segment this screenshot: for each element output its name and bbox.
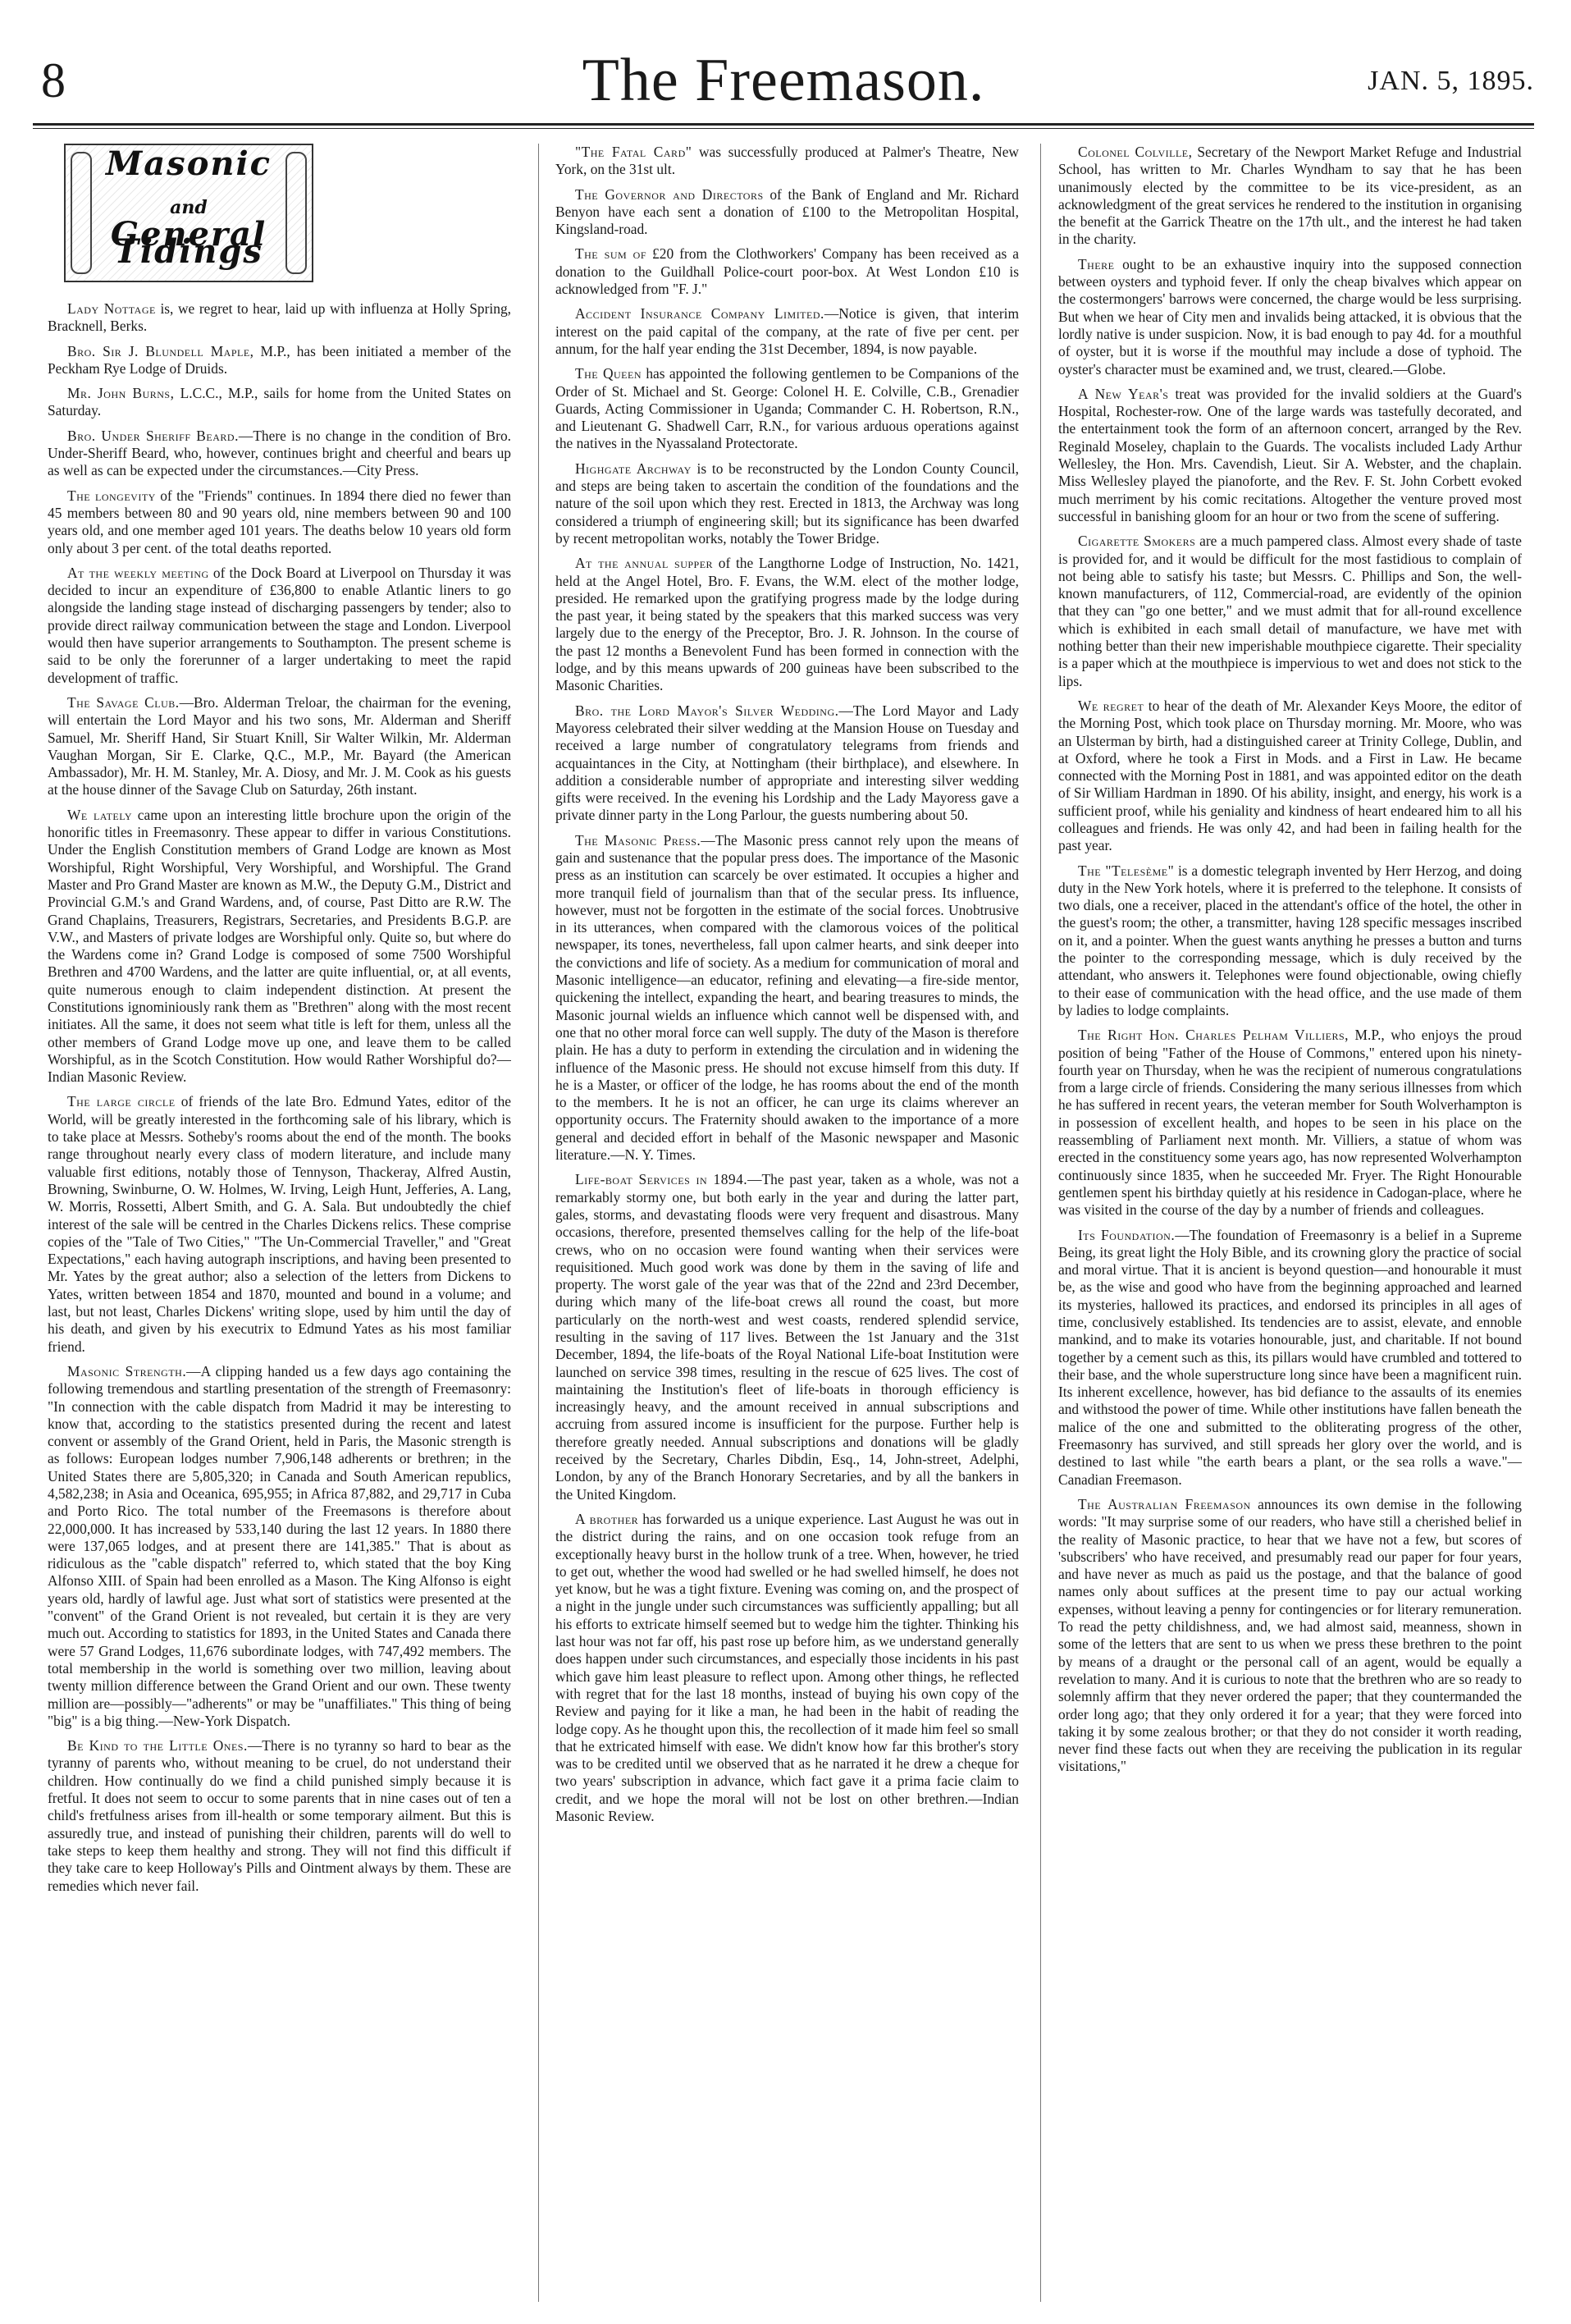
banner-masonic: Masonic	[105, 144, 272, 183]
article-paragraph	[48, 300, 511, 336]
article-lead: Life-boat Services in 1894.	[575, 1171, 748, 1188]
article-body: announces its own demise in the following words: "It may surprise some of our readers, who have still a cherished belief in the reality of Masonic practice, to hear that we have not a few, but scores of 'subscribers' who have received, and presumably read our paper for four years, and have never as much as paid us the postage, and that the balance of good names only about suffices at the present time to pay our actual working expenses, without leaving a penny for contingencies or for literary remuneration. To read the petty childishness, and, we had almost said, meanness, shown in some of the letters that are sent to us when we press these brethren to the point by means of a draught or the personal call of an agent, would be equally a revelation to many. And it is curious to note that the brethren who are so ready to solemnly affirm that they never ordered the paper; that they countermanded the order long ago; that they only ordered it for a year; that they were forced into taking it by some zealous brother; or that they do not consider it worth reading, never find these facts out when they are receiving the publication in its regular visitations,"	[1058, 1495, 1522, 1775]
article-paragraph	[1058, 386, 1522, 525]
newspaper-title: The Freemason.	[582, 47, 985, 114]
article-body: are a much pampered class. Almost every shade of taste is provided for, and it would be difficult for the most fastidious to complain of not being able to satisfy his taste; but Messrs. C. Phillips and Son, the well-known manufacturers, of 112, Commercial-road, are evidently of the opinion that they can "go one better," and we must admit that for all-round excellence which is exhibited in each small detail of manufacture, we have met with nothing better than their new imperishable mouthpiece cigarette. Their speciality is a paper which at the mouthpiece is impervious to wet and does not stick to the lips.	[1058, 533, 1522, 689]
article-lead: The Masonic Press.	[575, 831, 701, 849]
article-body: treat was provided for the invalid soldiers at the Guard's Hospital, Rochester-row. One of the large wards was tastefully decorated, and the entertainment took the form of an afternoon concert, arranged by the Rev. Reginald Moseley, chaplain to the Guards. The vocalists included Lady Arthur Wellesley, the Hon. Mrs. Cavendish, Lieut. Sir A. Webster, and the chaplain. Miss Wellesley played the pianoforte, and the Rev. F. St. John Corbett evoked much merriment by his comic recitations. Altogether the venture proved most successful in banishing gloom for an hour or two from the scene of suffering.	[1058, 385, 1522, 524]
article-paragraph	[48, 343, 511, 378]
article-body: was successfully produced at Palmer's Theatre, New York, on the 31st ult.	[555, 144, 1019, 178]
article-lead: The Governor and Directors	[575, 185, 764, 203]
article-lead: There	[1078, 255, 1115, 272]
article-paragraph	[48, 565, 511, 687]
article-lead: Accident Insurance Company Limited.	[575, 305, 824, 323]
article-lead: We regret	[1078, 697, 1144, 714]
article-paragraph	[555, 305, 1019, 358]
article-body: of friends of the late Bro. Edmund Yates, editor of the World, will be greatly interested in the forthcoming sale of his library, which is to take place at Messrs. Sotheby's rooms about the end of the month. The books range throughout nearly every class of modern literature, and include many valuable first editions, notably those of Tennyson, Thackeray, Alfred Austin, Browning, Swinburne, O. W. Holmes, W. Irving, Leigh Hunt, Jefferies, A. Lang, W. Morris, Rossetti, Albert Smith, and G. A. Sala. But undoubtedly the chief interest of the sale will be centred in the Charles Dickens relics. These comprise copies of the "Tale of Two Cities," "The Un-Commercial Traveller," and "Great Expectations," each having autograph inscriptions, and having been presented to Mr. Yates by the great author; also a selection of the letters from Dickens to Yates, written between 1854 and 1870, mounted and bound in a volume; and last, but not least, Charles Dickens' writing slope, used by him until the day of his death, and given by his executrix to Edmund Yates as his most familiar friend.	[48, 1093, 511, 1355]
article-paragraph	[1058, 533, 1522, 690]
article-lead: Masonic Strength.	[67, 1362, 187, 1379]
article-lead: The longevity	[67, 487, 156, 504]
article-paragraph	[555, 245, 1019, 298]
article-paragraph	[555, 702, 1019, 825]
section-banner	[64, 144, 313, 282]
article-lead: The sum of	[575, 245, 647, 263]
article-paragraph	[48, 487, 511, 557]
article-body: of the Langthorne Lodge of Instruction, No. 1421, held at the Angel Hotel, Bro. F. Evans, the W.M. elect of the mother lodge, presided. He remarked upon the gratifying progress made by the lodge during the past year, it being stated by the speakers that this marked success was very largely due to the energy of the Preceptor, Bro. J. R. Johnson. In the course of the past 12 months a Benevolent Fund has been formed in connection with the lodge, and by this means upwards of 200 guineas have been subscribed to the Masonic Charities.	[555, 555, 1019, 694]
article-body: is to be reconstructed by the London County Council, and steps are being taken to ascertain the condition of the foundations and the nature of the soil upon which they rest. Erected in 1813, the Archway was long considered a triumph of engineering skill; but its significance has been dwarfed by recent metropolitan works, notably the Tower Bridge.	[555, 460, 1019, 547]
article-body: £20 from the Clothworkers' Company has been received as a donation to the Guildhall Police-court poor-box. At West London £10 is acknowledged from "F. J."	[555, 245, 1019, 298]
article-body: —The foundation of Freemasonry is a belief in a Supreme Being, its great light the Holy Bible, and its crowning glory the practice of social and moral virtue. That it is ancient is beyond question—and honourable it must be, as the wise and good who have from the beginning approached and learned its mysteries, hallowed its practices, and endorsed its principles in all ages of time, conclusively established. Its tendencies are to assist, elevate, and ennoble mankind, and to make its votaries honourable, just, and charitable. If not bound together by a cement such as this, its pillars would have crumbled and tottered to their base, and the whole superstructure long since have been a magnificent ruin. Its inherent excellence, however, has bid defiance to the assaults of its enemies and withstood the power of time. While other institutions have fallen beneath the malice of the one and submitted to the obliterating progress of the other, Freemasonry has survived, and still spreads her glory over the world, and is destined to last while "the earth bears a plant, or the sea rolls a wave."—Canadian Freemason.	[1058, 1226, 1522, 1488]
article-lead: Lady Nottage	[67, 300, 156, 317]
article-lead: Mr. John Burns,	[67, 385, 175, 402]
article-lead: We lately	[67, 806, 133, 823]
article-paragraph	[1058, 1496, 1522, 1776]
column-3-articles	[1058, 144, 1522, 1776]
article-lead: Colonel Colville,	[1078, 144, 1193, 160]
article-lead: Its Foundation.	[1078, 1226, 1176, 1243]
banner-and: and	[170, 197, 208, 218]
masthead-rule-thin	[33, 128, 1534, 129]
article-paragraph	[48, 428, 511, 480]
article-body: —There is no tyranny so hard to bear as the tyranny of parents who, without meaning to be cruel, do not understand their children. How continually do we find a child punished simply because it is fretful. It does not seem to occur to some parents that in nine cases out of ten a child's fretfulness arises from ill-health or some temporary ailment. But this is assuredly true, and instead of punishing their children, parents will do well to take steps to keep them healthy and strong. They will not find this difficult if they take care to keep Holloway's Pills and Ointment always by them. These are remedies which never fail.	[48, 1737, 511, 1894]
article-paragraph	[1058, 1027, 1522, 1219]
article-body: of the Dock Board at Liverpool on Thursday it was decided to incur an expenditure of £36,800 to enable Atlantic liners to go alongside the landing stage instead of discharging passengers by tender; also to provide direct railway communication between the stage and London. Liverpool would then have superior arrangements to Southampton. The present scheme is said to be only the forerunner of a larger undertaking to meet the rapid development of traffic.	[48, 564, 511, 686]
article-paragraph	[48, 1737, 511, 1895]
article-paragraph	[555, 1171, 1019, 1503]
article-paragraph	[555, 460, 1019, 547]
column-divider-1	[538, 144, 539, 2302]
article-lead: "The Fatal Card"	[575, 144, 692, 160]
column-1	[48, 144, 511, 2310]
column-divider-2	[1040, 144, 1041, 2302]
article-body: of the "Friends" continues. In 1894 there died no fewer than 45 members between 80 and 90 years old, nine members between 90 and 100 years old, and one member aged 101 years. The deaths below 10 years old form only about 3 per cent. of the total deaths reported.	[48, 487, 511, 556]
article-lead: The large circle	[67, 1093, 176, 1110]
article-body: —There is no change in the condition of Bro. Under-Sheriff Beard, who, however, continues bright and cheerful and bears up as well as can be expected under the circumstances.—City Press.	[48, 427, 511, 479]
article-paragraph	[48, 385, 511, 420]
article-lead: At the weekly meeting	[67, 564, 209, 581]
article-paragraph	[48, 1363, 511, 1730]
article-paragraph	[48, 1093, 511, 1355]
article-paragraph	[1058, 862, 1522, 1020]
column-3	[1058, 144, 1522, 2310]
article-paragraph	[48, 807, 511, 1087]
article-body: is a domestic telegraph invented by Herr Herzog, and doing duty in the New York hotels, where it is preferred to the telephone. It consists of two dials, one a receiver, placed in the attendant's office of the hotel, the other in the guest's room; the other, a transmitter, having 128 specific messages inscribed on it, and a pointer. When the guest wants anything he presses a button and turns the pointer to the corresponding message, which is duly received by the attendant, who answers it. Telephones were found objectionable, owing chiefly to their ease of communication with the head office, and the use made of them by ladies to lodge complaints.	[1058, 862, 1522, 1018]
column-2-articles	[555, 144, 1019, 1825]
masthead-rule-thick	[33, 123, 1534, 126]
article-body: Secretary of the Newport Market Refuge and Industrial School, has written to Mr. Charles Wyndham to say that he has been unanimously elected by the committee to be its vice-president, as an acknowledgment of the great services he rendered to the institution in organising the benefit at the Garrick Theatre on the 17th ult., and the interest he had taken in the charity.	[1058, 144, 1522, 248]
column-2	[555, 144, 1019, 2310]
article-body: to hear of the death of Mr. Alexander Keys Moore, the editor of the Morning Post, which took place on Thursday morning. Mr. Moore, who was an Ulsterman by birth, had a distinguished career at Trinity College, Dublin, and at Oxford, where he took a First in Mods. and a First in Law. He became connected with the Morning Post in 1881, and was appointed editor on the death of Sir William Hardman in 1890. Of his ability, insight, and energy, his work is a sufficient proof, while his geniality and kindness of heart endeared him to all his colleagues and friends. He was only 42, and had been in failing health for the past year.	[1058, 697, 1522, 854]
article-paragraph	[555, 555, 1019, 694]
article-paragraph	[1058, 1227, 1522, 1489]
article-body: came upon an interesting little brochure upon the origin of the honorific titles in Freemasonry. These appear to differ in various Constitutions. Under the English Constitution members of Grand Lodge are known as Most Worshipful, Right Worshipful, Very Worshipful, and Worshipful. The Grand Master and Pro Grand Master are known as M.W., the Deputy G.M., District and Provincial G.M.'s and Grand Wardens, and, of course, Past Ditto are R.W. The Grand Chaplains, Treasurers, Registrars, Secretaries, and Presidents B.G.P. are V.W., and Masters of private lodges are Worshipful only. Quite so, but where do the Wardens come in? Grand Lodge is composed of some 7500 Worshipful Brethren and 4700 Wardens, and the latter are quite influential, or, at all events, quite numerous enough to claim independent distinction. At present the Constitutions ignominiously rank them as "Brethren" along with the most recent initiates. All the same, it does not seem what title is left for them, unless all the other members of Grand Lodge move up one, and leave them to be called Worshipful, as in the Scotch Constitution. How would Rather Worshipful do?—Indian Masonic Review.	[48, 806, 511, 1086]
article-body: M.P., has been initiated a member of the Peckham Rye Lodge of Druids.	[48, 342, 511, 377]
article-lead: The Savage Club.	[67, 693, 180, 711]
article-body: —Bro. Alderman Treloar, the chairman for the evening, will entertain the Lord Mayor and his two sons, Mr. Alderman and Sheriff Samuel, Mr. Sheriff Hand, Sir Stuart Knill, Sir Walter Wilkin, Mr. Alderman Vaughan Morgan, Sir E. Clarke, Q.C., M.P., Mr. Bayard (the American Ambassador), Mr. H. M. Stanley, Mr. A. Diosy, and Mr. J. M. Cook as his guests at the house dinner of the Savage Club on Saturday, 26th instant.	[48, 693, 511, 798]
article-paragraph	[1058, 698, 1522, 855]
article-lead: The Queen	[575, 365, 642, 382]
article-paragraph	[48, 694, 511, 799]
article-paragraph	[1058, 144, 1522, 249]
article-body: —The Lord Mayor and Lady Mayoress celebrated their silver wedding at the Mansion House on Tuesday and received a large number of congratulatory telegrams from friends and acquaintances in the City, at Nottingham (their birthplace), and elsewhere. In addition a considerable number of appropriate and interesting silver wedding gifts were received. In the evening his Lordship and the Lady Mayoress gave a private dinner party in the Long Parlour, the guests numbering about 50.	[555, 702, 1019, 824]
article-body: —A clipping handed us a few days ago containing the following tremendous and startling presentation of the strength of Freemasonry: "In connection with the cable dispatch from Madrid it may be interesting to know that, according to the statistics presented during the recent and latest convent or assembly of the Grand Orient, held in Paris, the Masonic strength is as follows: European lodges number 7,906,148 adherents or brethren; in the United States there are 5,805,320; in Canada and South American republics, 4,582,238; in Asia and Oceanica, 695,955; in Africa 87,882, and 29,717 in Cuba and Porto Rico. The total number of the Freemasons is therefore about 22,000,000. It has increased by 533,140 during the last 12 years. In 1880 there were 137,065 lodges, and at present there are 141,385." That is about as ridiculous as the "cable dispatch" referred to, which stated that the boy King Alfonso XIII. of Spain had been enrolled as a Mason. The King Alfonso is eight years old, hardly of lawful age. Just what sort of statistics were presented at the "convent" of the Grand Orient is not revealed, but certain it is they are very much out. According to statistics for 1893, in the United States and Canada there were 57 Grand Lodges, 11,676 subordinate lodges, with 747,492 members. The total membership in the world is something over two million, leaving about twenty million difference between the Grand Orient and our own. These twenty million are—possibly—"adherents" or may be "unaffiliates." This thing of being "big" is a big thing.—New-York Dispatch.	[48, 1362, 511, 1729]
article-body: —The past year, taken as a whole, was not a remarkably stormy one, but both early in the year and during the latter part, gales, storms, and devastating floods were very frequent and disastrous. Many occasions, therefore, presented themselves calling for the help of the life-boat crews, who on no occasion were found wanting when their services were requisitioned. Much good work was done by them in the saving of life and property. The worst gale of the year was that of the 22nd and 23rd December, during which many of the life-boat crews all round the coast, but more particularly on the north-west and west coasts, rendered splendid service, resulting in the saving of 117 lives. Between the 1st January and the 31st December, 1894, the life-boats of the Royal National Life-boat Institution were launched on service 398 times, resulting in the rescue of 625 lives. The cost of maintaining the Institution's fleet of life-boats in thorough efficiency is increasingly heavy, and the amount received in annual subscriptions and accruing from assured income is insufficient for the purpose. Further help is therefore greatly needed. Annual subscriptions and donations will be gladly received by the Secretary, Charles Dibdin, Esq., 14, John-street, Adelphi, London, by any of the Branch Honorary Secretaries, and by all the bankers in the United Kingdom.	[555, 1171, 1019, 1503]
article-lead: At the annual supper	[575, 555, 714, 572]
article-paragraph	[1058, 256, 1522, 378]
article-lead: Be Kind to the Little Ones.	[67, 1737, 248, 1754]
article-paragraph	[555, 1511, 1019, 1825]
article-body: M.P., who enjoys the proud position of being "Father of the House of Commons," entered upon his ninety-fourth year on Thursday, when he was the recipient of numerous congratulations from a large circle of friends. Considering the many serious illnesses from which he has suffered in recent years, the veteran member for South Wolverhampton is in possession of excellent health, and hopes to be seen in his place on the reassembling of Parliament next month. Mr. Villiers, a statue of whom was erected in the constituency some years ago, has now represented Wolverhampton continuously since 1835, when he succeeded Mr. Fryer. The Right Honourable gentlemen spent his birthday quietly at his residence in Cadogan-place, where he was visited in the course of the day by a number of friends and colleagues.	[1058, 1027, 1522, 1219]
article-lead: Bro. Sir J. Blundell Maple,	[67, 342, 254, 359]
article-body: ought to be an exhaustive inquiry into the supposed connection between oysters and typhoid fever. If only the cheap bivalves which appear on the costermongers' barrows were concerned, the charge would be less surprising. But when we hear of City men and invalids being attacked, it is obvious that the lordly native is under suspicion. Now, it is bad enough to pay 4d. for a mouthful of oyster, but it is worse if the mouthful may include a dose of typhoid. The oyster's character must be examined and, we trust, cleared.—Globe.	[1058, 255, 1522, 377]
article-paragraph	[555, 365, 1019, 452]
article-body: is, we regret to hear, laid up with influenza at Holly Spring, Bracknell, Berks.	[48, 300, 511, 335]
article-lead: Cigarette Smokers	[1078, 533, 1196, 550]
issue-date: JAN. 5, 1895.	[1368, 66, 1534, 96]
article-lead: A brother	[575, 1510, 639, 1527]
column-1-articles	[48, 300, 511, 1895]
article-lead: Bro. the Lord Mayor's Silver Wedding.	[575, 702, 839, 719]
masthead	[33, 45, 1534, 119]
article-lead: Highgate Archway	[575, 460, 692, 477]
article-body: has appointed the following gentlemen to be Companions of the Order of St. Michael and St. George: Colonel H. E. Colville, C.B., Grenadier Guards, Acting Commissioner in Uganda; Commander C. H. Robertson, R.N., and Lieutenant G. Shadwell Carr, R.N., for various arduous operations against the natives in the Nyassaland Protectorate.	[555, 365, 1019, 452]
article-paragraph	[555, 186, 1019, 239]
article-lead: Bro. Under Sheriff Beard.	[67, 427, 239, 444]
banner-general-tidings: General Tidings	[110, 215, 267, 272]
page-number: 8	[41, 53, 66, 108]
article-lead: The "Telesème"	[1078, 862, 1175, 879]
article-body: —Notice is given, that interim interest on the paid capital of the company, at the rate of five per cent. per annum, for the half year ending the 31st December, 1894, is now payable.	[555, 305, 1019, 357]
article-paragraph	[555, 144, 1019, 179]
article-lead: A New Year's	[1078, 385, 1169, 402]
article-paragraph	[555, 832, 1019, 1164]
article-body: of the Bank of England and Mr. Richard Benyon have each sent a donation of £100 to the Metropolitan Hospital, Kingsland-road.	[555, 185, 1019, 238]
article-body: L.C.C., M.P., sails for home from the United States on Saturday.	[48, 385, 511, 419]
article-body: has forwarded us a unique experience. Last August he was out in the district during the rains, and on one occasion took refuge from an exceptionally heavy burst in the hollow trunk of a tree. When, however, he tried to get out, whether the wood had swelled or he had swelled himself, he does not yet know, but he was a tight fixture. Evening was coming on, and the prospect of a night in the jungle under such circumstances was sufficiently appalling; but all his efforts to extricate himself seemed but to wedge him the tighter. Thinking his last hour was not far off, his past rose up before him, as we understand generally does happen under such circumstances, and especially those incidents in his past which gave him least pleasure to reflect upon. Among other things, he reflected with regret that for the last 18 months, instead of buying his own copy of the Review and paying for it like a man, he had been in the habit of reading the lodge copy. As he thought upon this, the recollection of it made him feel so small that he extricated himself with ease. We didn't know how far this brother's story was to be credited until we observed that as he narrated it he drew a cheque for two years' subscription in advance, which fact gave it a prima facie claim to credit, and we hope the moral will not be lost on other brethren.—Indian Masonic Review.	[555, 1510, 1019, 1825]
article-body: —The Masonic press cannot rely upon the means of gain and sustenance that the popular press does. The importance of the Masonic press as an institution can scarcely be over estimated. It occupies a higher and more tranquil field of journalism than that of the secular press. Its influence, however, must not be forgotten in the estimate of the social forces. Unobtrusive in its utterances, when compared with the clamorous voices of the political newspaper, its tones, nevertheless, fall upon calmer hearts, and sink deeper into the convictions and life of society. As a medium for communication of moral and Masonic intelligence—an educator, refining and elevating—a fire-side mentor, quickening the intellect, expanding the heart, and bearing treasures to minds, the Masonic journal wields an influence which cannot well be dispensed with, and one that no other moral force can well supply. The duty of the Mason is therefore plain. He has a duty to perform in extending the circulation and in widening the influence of the Masonic press. He should not excuse himself from this duty. If he is a Master, or officer of the lodge, he has rooms about the end of the month to the members. It he is not an officer, he can urge its claims wherever an opportunity occurs. The Fraternity should awaken to the importance of a more general and decided effort in behalf of the Masonic newspaper and Masonic literature.—N. Y. Times.	[555, 831, 1019, 1164]
article-lead: The Australian Freemason	[1078, 1495, 1251, 1512]
article-lead: The Right Hon. Charles Pelham Villiers,	[1078, 1027, 1350, 1044]
